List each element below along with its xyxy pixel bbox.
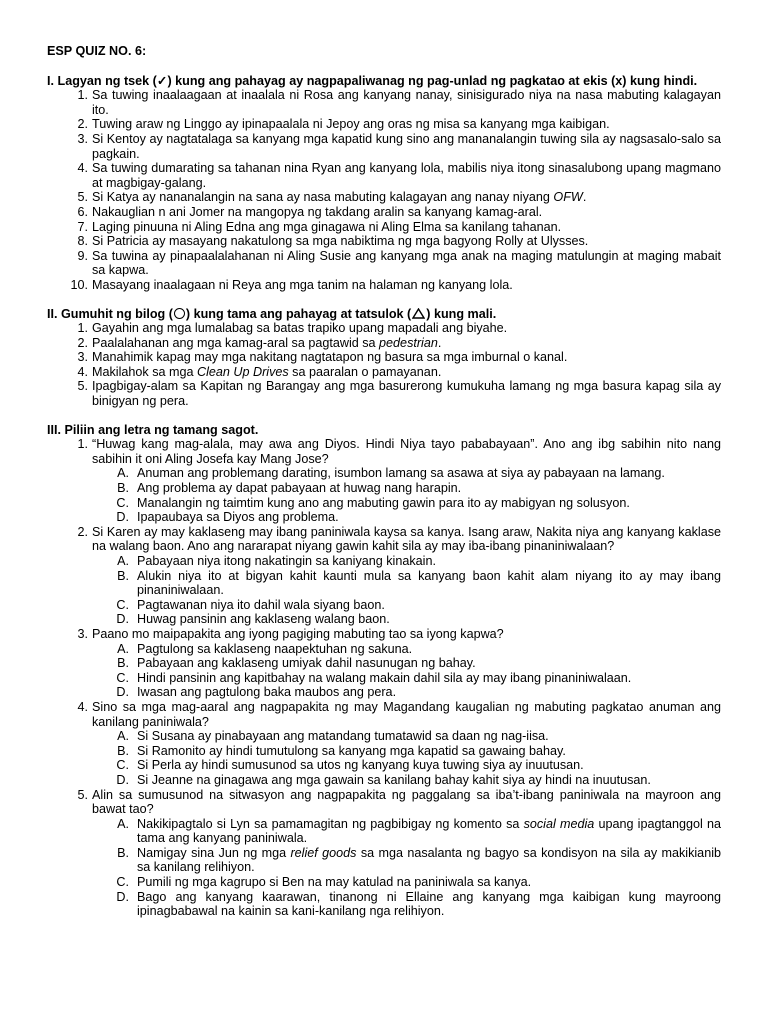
- choice-item: [92, 671, 721, 686]
- choice-letter: C.: [116, 597, 129, 612]
- choice-item: [92, 496, 721, 511]
- item-number: 1.: [77, 437, 88, 452]
- item-number: 1.: [77, 321, 88, 336]
- item-number: 4.: [77, 161, 88, 176]
- item-number: 8.: [77, 234, 88, 249]
- section-1-heading-start: I. Lagyan ng tsek (: [47, 73, 157, 88]
- choice-letter: A.: [117, 729, 129, 744]
- question-item: [47, 627, 721, 700]
- choice-letter: D.: [116, 889, 129, 904]
- choice-item: [92, 554, 721, 569]
- list-item: [47, 379, 721, 408]
- item-text: Masayang inaalagaan ni Reya ang mga tanim na halaman ng kanyang lola.: [92, 277, 513, 292]
- section-3-heading: III. Piliin ang letra ng tamang sagot.: [47, 422, 259, 437]
- choice-text: Bago ang kanyang kaarawan, tinanong ni Ellaine ang kanyang mga kaibigan kung mayroong ipinagbabawal na kainin sa kani-kanilang nga relihiyon.: [137, 889, 721, 919]
- item-number: 3.: [77, 626, 88, 641]
- item-number: 5.: [77, 190, 88, 205]
- list-item: [47, 220, 721, 235]
- item-text: Tuwing araw ng Linggo ay ipinapaalala ni Jepoy ang oras ng misa sa kanyang mga kaibigan.: [92, 117, 610, 132]
- list-item: [47, 350, 721, 365]
- choice-text: Anuman ang problemang darating, isumbon lamang sa asawa at siya ay pabayaan na lamang.: [137, 466, 665, 481]
- choice-letter: D.: [116, 510, 129, 525]
- list-item: [47, 336, 721, 351]
- list-item: [47, 132, 721, 161]
- choice-letter: D.: [116, 685, 129, 700]
- choice-item: [92, 656, 721, 671]
- quiz-document: [47, 44, 721, 933]
- list-item: [47, 321, 721, 336]
- item-text: Sa tuwing dumarating sa tahanan nina Ryan ang kanyang lola, mabilis niya itong sinasalubong upang magmano at magbigay-galang.: [92, 161, 721, 190]
- choice-text: Si Susana ay pinabayaan ang matandang tumatawid sa daan ng nag-iisa.: [137, 729, 549, 744]
- choice-item: [92, 773, 721, 788]
- item-number: 1.: [77, 88, 88, 103]
- item-number: 2.: [77, 117, 88, 132]
- section-3-list: [47, 437, 721, 919]
- choice-item: [92, 875, 721, 890]
- item-text: Si Patricia ay masayang nakatulong sa mga nabiktima ng mga bagyong Rolly at Ulysses.: [92, 234, 589, 249]
- item-number: 3.: [77, 350, 88, 365]
- question-text: Alin sa sumusunod na sitwasyon ang nagpapakita ng paggalang sa iba’t-ibang paniniwala na mayroon ang bawat tao?: [92, 787, 721, 817]
- section-2: [47, 307, 721, 409]
- item-number: 9.: [77, 248, 88, 263]
- choice-item: [92, 890, 721, 919]
- section-1: [47, 74, 721, 293]
- choice-text: Pabayaan niya itong nakatingin sa kaniyang kinakain.: [137, 554, 436, 568]
- item-text: Ipagbigay-alam sa Kapitan ng Barangay ang mga basurerong kumukuha lamang ng mga basura kapag sila ay binigyan ng pera.: [92, 379, 721, 409]
- check-mark-icon: ✓: [156, 73, 168, 88]
- item-text: Laging pinuuna ni Aling Edna ang mga ginagawa ni Aling Elma sa kanilang tahanan.: [92, 219, 562, 234]
- section-2-heading: [47, 307, 721, 322]
- choice-list: [92, 817, 721, 919]
- section-1-list: [47, 88, 721, 292]
- choice-letter: C.: [116, 875, 129, 890]
- list-item: [47, 365, 721, 380]
- choice-text: Si Perla ay hindi sumusunod sa utos ng kanyang kuya tuwing siya ay inuutusan.: [137, 758, 584, 773]
- choice-item: [92, 481, 721, 496]
- list-item: [47, 234, 721, 249]
- item-number: 3.: [77, 131, 88, 146]
- item-text: Paalalahanan ang mga kamag-aral sa pagtawid sa: [92, 335, 380, 350]
- quiz-title: ESP QUIZ NO. 6:: [47, 44, 147, 58]
- question-item: [47, 525, 721, 627]
- item-text: Sa tuwing inaalaagaan at inaalala ni Rosa ang kanyang nanay, sinisigurado niya na nasa mabuting kalagayan ito.: [92, 88, 721, 117]
- section-2-list: [47, 321, 721, 409]
- item-number: 2.: [77, 524, 88, 539]
- choice-text: Si Ramonito ay hindi tumutulong sa kanyang mga kapatid sa gawaing bahay.: [137, 743, 566, 758]
- choice-letter: B.: [117, 656, 129, 671]
- choice-letter: A.: [117, 466, 129, 481]
- choice-item: [92, 744, 721, 759]
- item-emphasis: Clean Up Drives: [197, 364, 289, 379]
- choice-letter: C.: [116, 758, 129, 773]
- item-text: Si Kentoy ay nagtatalaga sa kanyang mga kapatid kung sino ang mananalangin tuwing sila ay nagsasalo-salo sa pagkain.: [92, 131, 721, 161]
- choice-letter: C.: [116, 670, 129, 685]
- list-item: [47, 88, 721, 117]
- choice-item: [92, 642, 721, 657]
- section-2-heading-c: ) kung mali.: [426, 306, 497, 321]
- item-number: 4.: [77, 699, 88, 714]
- section-2-heading-b: ) kung tama ang pahayag at tatsulok (: [185, 306, 412, 321]
- choice-list: [92, 466, 721, 524]
- choice-letter: B.: [117, 743, 129, 758]
- choice-text: Pagtulong sa kaklaseng naapektuhan ng sakuna.: [137, 641, 413, 656]
- choice-letter: D.: [116, 612, 129, 627]
- choice-text: Alukin niya ito at bigyan kahit kaunti mula sa kanyang baon kahit alam niyang ito ay may ibang pinaniniwalaan.: [137, 568, 721, 598]
- question-item: [47, 788, 721, 919]
- item-text: Si Katya ay nananalangin na sana ay nasa mabuting kalagayan ang nanay niyang: [92, 190, 554, 205]
- choice-text: Pagtawanan niya ito dahil wala siyang baon.: [137, 597, 385, 612]
- choice-list: [92, 729, 721, 787]
- choice-emphasis: social media: [523, 816, 595, 831]
- choice-letter: C.: [116, 495, 129, 510]
- choice-item: [92, 569, 721, 598]
- choice-letter: B.: [117, 568, 129, 583]
- question-text: “Huwag kang mag-alala, may awa ang Diyos. Hindi Niya tayo pababayaan”. Ano ang ibg sabihin nito nang sabihin it oni Aling Josefa kay Mang Jose?: [92, 437, 721, 466]
- choice-item: [92, 466, 721, 481]
- item-emphasis: pedestrian: [379, 335, 438, 350]
- question-text: Paano mo maipapakita ang iyong pagiging mabuting tao sa iyong kapwa?: [92, 626, 504, 641]
- item-text: Makilahok sa mga: [92, 364, 197, 379]
- choice-text: Namigay sina Jun ng mga: [137, 845, 291, 860]
- list-item: [47, 117, 721, 132]
- item-number: 2.: [77, 335, 88, 350]
- choice-text-after: sa mga nasalanta ng bagyo sa kondisyon na sila ay makikianib sa kanilang relihiyon.: [137, 845, 721, 875]
- choice-item: [92, 598, 721, 613]
- choice-letter: A.: [117, 816, 129, 831]
- question-item: [47, 700, 721, 788]
- section-1-heading-end: ) kung ang pahayag ay nagpapaliwanag ng pag-unlad ng pagkatao at ekis (x) kung hindi.: [167, 73, 698, 88]
- choice-item: [92, 846, 721, 875]
- item-text: Sa tuwina ay pinapaalalahanan ni Aling Susie ang kanyang mga anak na maging matulungin at maging mabait sa kapwa.: [92, 248, 721, 278]
- choice-item: [92, 729, 721, 744]
- choice-text: Pumili ng mga kagrupo si Ben na may katulad na paniniwala sa kanya.: [137, 875, 532, 890]
- item-number: 5.: [77, 379, 88, 394]
- item-number: 5.: [77, 787, 88, 802]
- item-number: 10.: [70, 277, 88, 292]
- choice-text: Huwag pansinin ang kaklaseng walang baon.: [137, 612, 390, 627]
- choice-text: Nakikipagtalo si Lyn sa pamamagitan ng pagbibigay ng komento sa: [137, 816, 524, 831]
- choice-text: Pabayaan ang kaklaseng umiyak dahil nasunugan ng bahay.: [137, 656, 476, 671]
- list-item: [47, 161, 721, 190]
- circle-icon: [174, 308, 185, 319]
- question-text: Sino sa mga mag-aaral ang nagpapakita ng may Magandang kaugalian ng mabuting pagkatao anuman ang kanilang paniniwala?: [92, 699, 721, 729]
- question-text: Si Karen ay may kaklaseng may ibang paniniwala kaysa sa kanya. Isang araw, Nakita niya ang kanyang kaklase na walang baon. Ano ang nararapat niyang gawin kahit sila ay may iba-ibang pinaniniwalaan?: [92, 524, 721, 554]
- choice-list: [92, 554, 721, 627]
- item-number: 7.: [77, 219, 88, 234]
- section-1-heading: [47, 74, 721, 89]
- choice-item: [92, 510, 721, 525]
- item-number: 4.: [77, 364, 88, 379]
- item-text-after: .: [437, 335, 442, 350]
- list-item: [47, 205, 721, 220]
- item-text-after: sa paaralan o pamayanan.: [288, 364, 442, 379]
- item-text: Nakauglian n ani Jomer na mangopya ng takdang aralin sa kanyang kamag-aral.: [92, 204, 543, 219]
- choice-item: [92, 817, 721, 846]
- choice-text: Iwasan ang pagtulong baka maubos ang pera.: [137, 685, 397, 700]
- choice-emphasis: relief goods: [290, 845, 357, 860]
- choice-text-after: upang ipagtanggol na tama ang kanyang paniniwala.: [137, 816, 721, 846]
- choice-text: Ang problema ay dapat pabayaan at huwag nang harapin.: [137, 481, 462, 496]
- item-text-after: .: [582, 190, 587, 205]
- item-emphasis: OFW: [553, 190, 583, 205]
- section-3: [47, 423, 721, 919]
- question-item: [47, 437, 721, 525]
- list-item: [47, 278, 721, 293]
- section-2-heading-a: II. Gumuhit ng bilog (: [47, 306, 173, 321]
- choice-item: [92, 685, 721, 700]
- list-item: [47, 190, 721, 205]
- choice-text: Hindi pansinin ang kapitbahay na walang makain dahil sila ay may ibang pinaniniwalaan.: [137, 670, 632, 685]
- choice-letter: A.: [117, 554, 129, 568]
- choice-item: [92, 612, 721, 627]
- choice-item: [92, 758, 721, 773]
- choice-text: Si Jeanne na ginagawa ang mga gawain sa kanilang bahay kahit siya ay hindi na inuutusan.: [137, 772, 651, 787]
- item-text: Gayahin ang mga lumalabag sa batas trapiko upang mapadali ang biyahe.: [92, 321, 508, 336]
- list-item: [47, 249, 721, 278]
- item-number: 6.: [77, 204, 88, 219]
- choice-letter: A.: [117, 641, 129, 656]
- choice-text: Manalangin ng taimtim kung ano ang mabuting gawin para ito ay mabigyan ng solusyon.: [137, 495, 630, 510]
- triangle-icon: [412, 308, 425, 319]
- choice-letter: D.: [116, 772, 129, 787]
- choice-letter: B.: [117, 481, 129, 496]
- choice-letter: B.: [117, 845, 129, 860]
- choice-text: Ipapaubaya sa Diyos ang problema.: [137, 510, 339, 525]
- choice-list: [92, 642, 721, 700]
- item-text: Manahimik kapag may mga nakitang nagtatapon ng basura sa mga imburnal o kanal.: [92, 350, 568, 365]
